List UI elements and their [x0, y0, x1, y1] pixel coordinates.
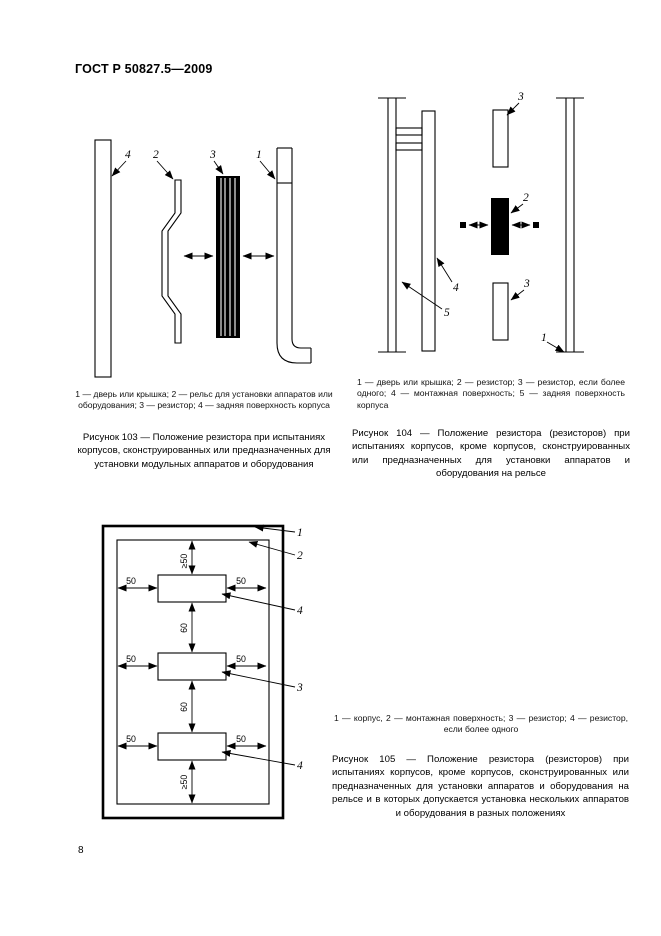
figure-105-caption: Рисунок 105 — Положение резистора (резисторов) при испытаниях корпусов, кроме корпусов, сконструированных или предназначенных для установки аппаратов и оборудования на рельсе и в которых допускается установка нескольких аппаратов и оборудования в разных положениях	[332, 754, 629, 819]
rail-profile-shape	[162, 180, 181, 343]
leader-door	[547, 342, 564, 352]
dim-gap-2: 60	[179, 702, 189, 712]
dim-side-r2: 50	[236, 654, 246, 664]
figure-103-legend: 1 — дверь или крышка; 2 — рельс для установки аппаратов или оборудования; 3 — резистор; 4 — задняя поверхность корпуса	[75, 389, 333, 411]
part-label-resistor: 2	[523, 192, 529, 204]
mounting-surface-shape	[422, 111, 435, 351]
leader-resistor-bottom	[511, 290, 524, 300]
dim-side-l3: 50	[126, 734, 136, 744]
dim-top: ≥50	[179, 553, 189, 569]
resistor-shape	[491, 198, 509, 255]
figure-105-drawing	[98, 521, 330, 823]
figure-103-caption: Рисунок 103 — Положение резистора при испытаниях корпусов, сконструированных или предназначенных для установки модульных аппаратов и оборудования	[77, 432, 331, 470]
dim-gap-1: 60	[179, 623, 189, 633]
resistor-bottom-shape	[493, 283, 508, 340]
figure-103-drawing	[85, 133, 330, 385]
part-label-resistor-extra-top: 4	[297, 605, 303, 617]
resistor-top-shape	[493, 110, 508, 167]
leader-mount	[437, 258, 452, 282]
dim-side-r1: 50	[236, 576, 246, 586]
resistor-shape	[216, 176, 240, 338]
figure-104-drawing	[360, 86, 622, 368]
page-number: 8	[78, 845, 84, 856]
figure-105-svg	[98, 521, 330, 823]
figure-104-caption: Рисунок 104 — Положение резистора (резисторов) при испытаниях корпусов, кроме корпусов, сконструированных или предназначенных для установки аппаратов и оборудования на рельсе	[352, 428, 630, 480]
bracket-rungs	[396, 128, 422, 150]
dim-side-l1: 50	[126, 576, 136, 586]
vertical-dimensions	[179, 541, 192, 803]
leader-resistor	[511, 204, 523, 213]
mounting-surface-shape	[117, 540, 269, 804]
part-label-door: 1	[541, 332, 547, 344]
leader-resistor	[214, 161, 223, 174]
leader-back	[112, 161, 126, 176]
dim-side-l2: 50	[126, 654, 136, 664]
figure-104-svg	[360, 86, 622, 368]
resistor-extra-top-shape	[158, 575, 226, 602]
dim-bottom: ≥50	[179, 774, 189, 790]
leader-rail	[157, 161, 173, 179]
part-label-resistor: 3	[210, 149, 216, 161]
door-shape	[277, 148, 311, 363]
part-label-back: 5	[444, 307, 450, 319]
figure-105-legend: 1 — корпус, 2 — монтажная поверхность; 3 — резистор; 4 — резистор, если более одного	[334, 713, 628, 735]
figure-103-svg	[85, 133, 330, 385]
standard-number: ГОСТ Р 50827.5—2009	[75, 62, 213, 76]
part-label-resistor-bottom: 3	[524, 278, 530, 290]
part-label-door: 1	[256, 149, 262, 161]
resistor-shape	[158, 653, 226, 680]
part-label-back: 4	[125, 149, 131, 161]
part-label-resistor: 3	[297, 682, 303, 694]
part-label-rail: 2	[153, 149, 159, 161]
part-label-mount: 4	[453, 282, 459, 294]
back-surface-shape	[378, 98, 406, 352]
dim-side-r3: 50	[236, 734, 246, 744]
figure-104-legend: 1 — дверь или крышка; 2 — резистор; 3 — резистор, если более одного; 4 — монтажная поверхность; 5 — задняя поверхность корпуса	[357, 377, 625, 410]
part-label-resistor-extra-bottom: 4	[297, 760, 303, 772]
enclosure-shape	[103, 526, 283, 818]
leader-door	[260, 161, 275, 179]
leader-mount	[249, 542, 295, 555]
leader-enclosure	[255, 527, 295, 532]
part-label-resistor-top: 3	[518, 91, 524, 103]
leader-resistor-top	[507, 103, 519, 115]
back-surface-shape	[95, 140, 111, 377]
resistor-extra-bottom-shape	[158, 733, 226, 760]
door-shape	[556, 98, 584, 352]
part-label-enclosure: 1	[297, 527, 303, 539]
part-label-mount: 2	[297, 550, 303, 562]
